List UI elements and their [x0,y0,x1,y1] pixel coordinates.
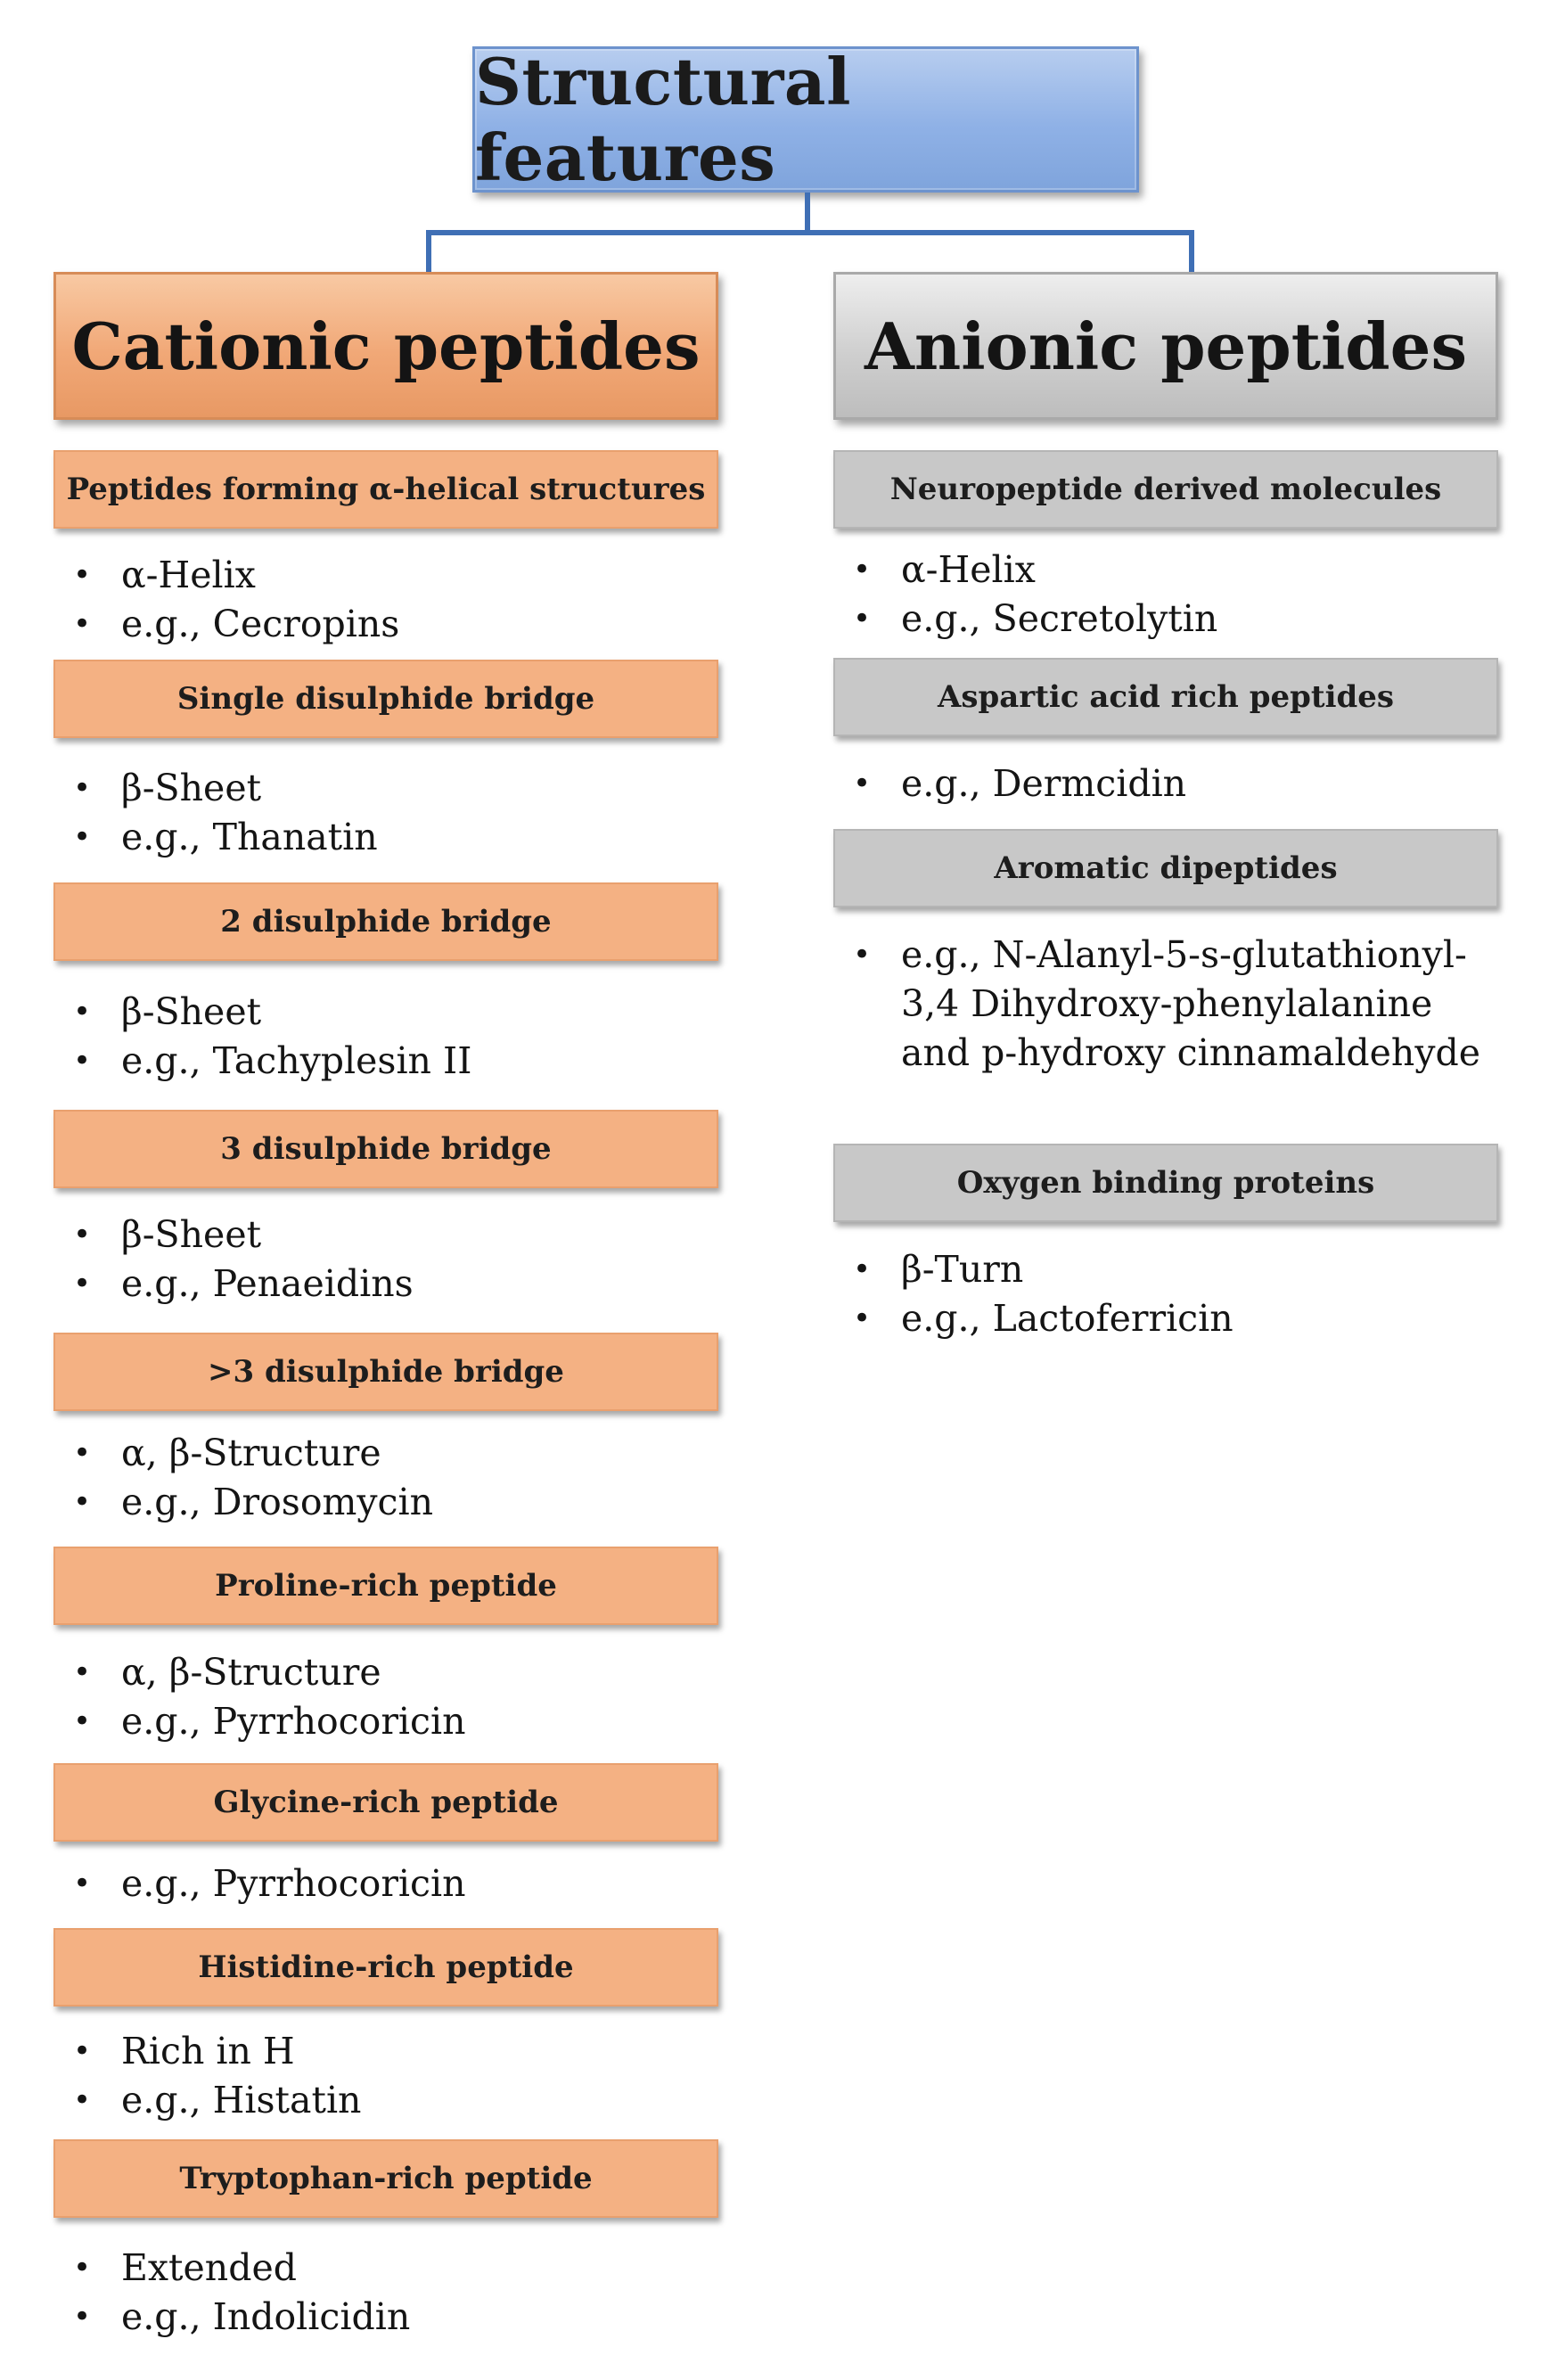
root-node-structural-features [472,46,1139,193]
cationic-bullet-list [53,1648,718,1746]
list-item: • e.g., Indolicidin [53,2293,718,2342]
list-item: • e.g., Penaeidins [53,1260,718,1309]
list-item: • β-Sheet [53,988,718,1037]
list-item: • α, β-Structure [53,1648,718,1697]
category-label: Neuropeptide derived molecules [889,472,1442,507]
anionic-bullet-list [833,546,1493,644]
list-item: • e.g., Secretolytin [833,595,1493,644]
category-label: Single disulphide bridge [176,681,595,717]
cationic-bullet-list [53,2027,718,2125]
list-item: • e.g., Thanatin [53,813,718,862]
connector-right-drop [1189,230,1194,273]
cationic-category [53,1547,718,1625]
category-label: Aromatic dipeptides [994,850,1338,886]
list-item: • e.g., Histatin [53,2076,718,2125]
anionic-bullet-list [833,1245,1493,1343]
cationic-bullet-list [53,2244,718,2342]
list-item: • e.g., Pyrrhocoricin [53,1859,718,1908]
cationic-bullet-list [53,1859,718,1908]
list-item: • β-Sheet [53,1211,718,1260]
category-label: Peptides forming α-helical structures [66,472,706,507]
cationic-bullet-list [53,988,718,1086]
list-item: • β-Turn [833,1245,1493,1294]
cationic-category [53,1333,718,1411]
list-item: • α-Helix [833,546,1493,595]
list-item: • e.g., Pyrrhocoricin [53,1697,718,1746]
cationic-category [53,1928,718,2007]
list-item: • e.g., N-Alanyl-5-s-glutathionyl-3,4 Dihydroxy-phenylalanine and p-hydroxy cinnamaldehyde [833,931,1493,1078]
list-item: • β-Sheet [53,764,718,813]
category-label: Glycine-rich peptide [213,1785,559,1820]
connector-horizontal [426,230,1194,235]
cationic-bullet-list [53,1429,718,1527]
anionic-category [833,450,1498,529]
branch-cationic-peptides [53,272,718,420]
category-label: >3 disulphide bridge [208,1354,564,1390]
branch-anionic-title: Anionic peptides [865,308,1467,384]
cationic-category [53,660,718,738]
branch-anionic-peptides [833,272,1498,420]
cationic-category [53,1110,718,1188]
root-title: Structural features [475,44,851,195]
list-item: • e.g., Tachyplesin II [53,1037,718,1086]
category-label: Oxygen binding proteins [956,1165,1375,1201]
category-label: Tryptophan-rich peptide [179,2161,593,2196]
category-label: Aspartic acid rich peptides [937,679,1395,715]
anionic-bullet-list [833,759,1493,808]
cationic-category [53,450,718,529]
anionic-category [833,1144,1498,1222]
cationic-category [53,882,718,961]
list-item: • e.g., Lactoferricin [833,1294,1493,1343]
category-label: 3 disulphide bridge [220,1131,552,1167]
connector-root-stem [805,193,810,233]
connector-left-drop [426,230,431,273]
anionic-category [833,829,1498,907]
list-item: • e.g., Dermcidin [833,759,1493,808]
anionic-bullet-list [833,931,1493,1078]
category-label: Histidine-rich peptide [198,1949,574,1985]
cationic-category [53,2139,718,2218]
category-label: 2 disulphide bridge [220,904,552,940]
list-item: • α, β-Structure [53,1429,718,1478]
cationic-bullet-list [53,764,718,862]
cationic-bullet-list [53,551,718,649]
anionic-category [833,658,1498,736]
branch-cationic-title: Cationic peptides [71,308,701,384]
category-label: Proline-rich peptide [215,1568,557,1604]
cationic-category [53,1763,718,1842]
list-item: • Extended [53,2244,718,2293]
cationic-bullet-list [53,1211,718,1309]
list-item: • Rich in H [53,2027,718,2076]
list-item: • e.g., Drosomycin [53,1478,718,1527]
list-item: • α-Helix [53,551,718,600]
list-item: • e.g., Cecropins [53,600,718,649]
